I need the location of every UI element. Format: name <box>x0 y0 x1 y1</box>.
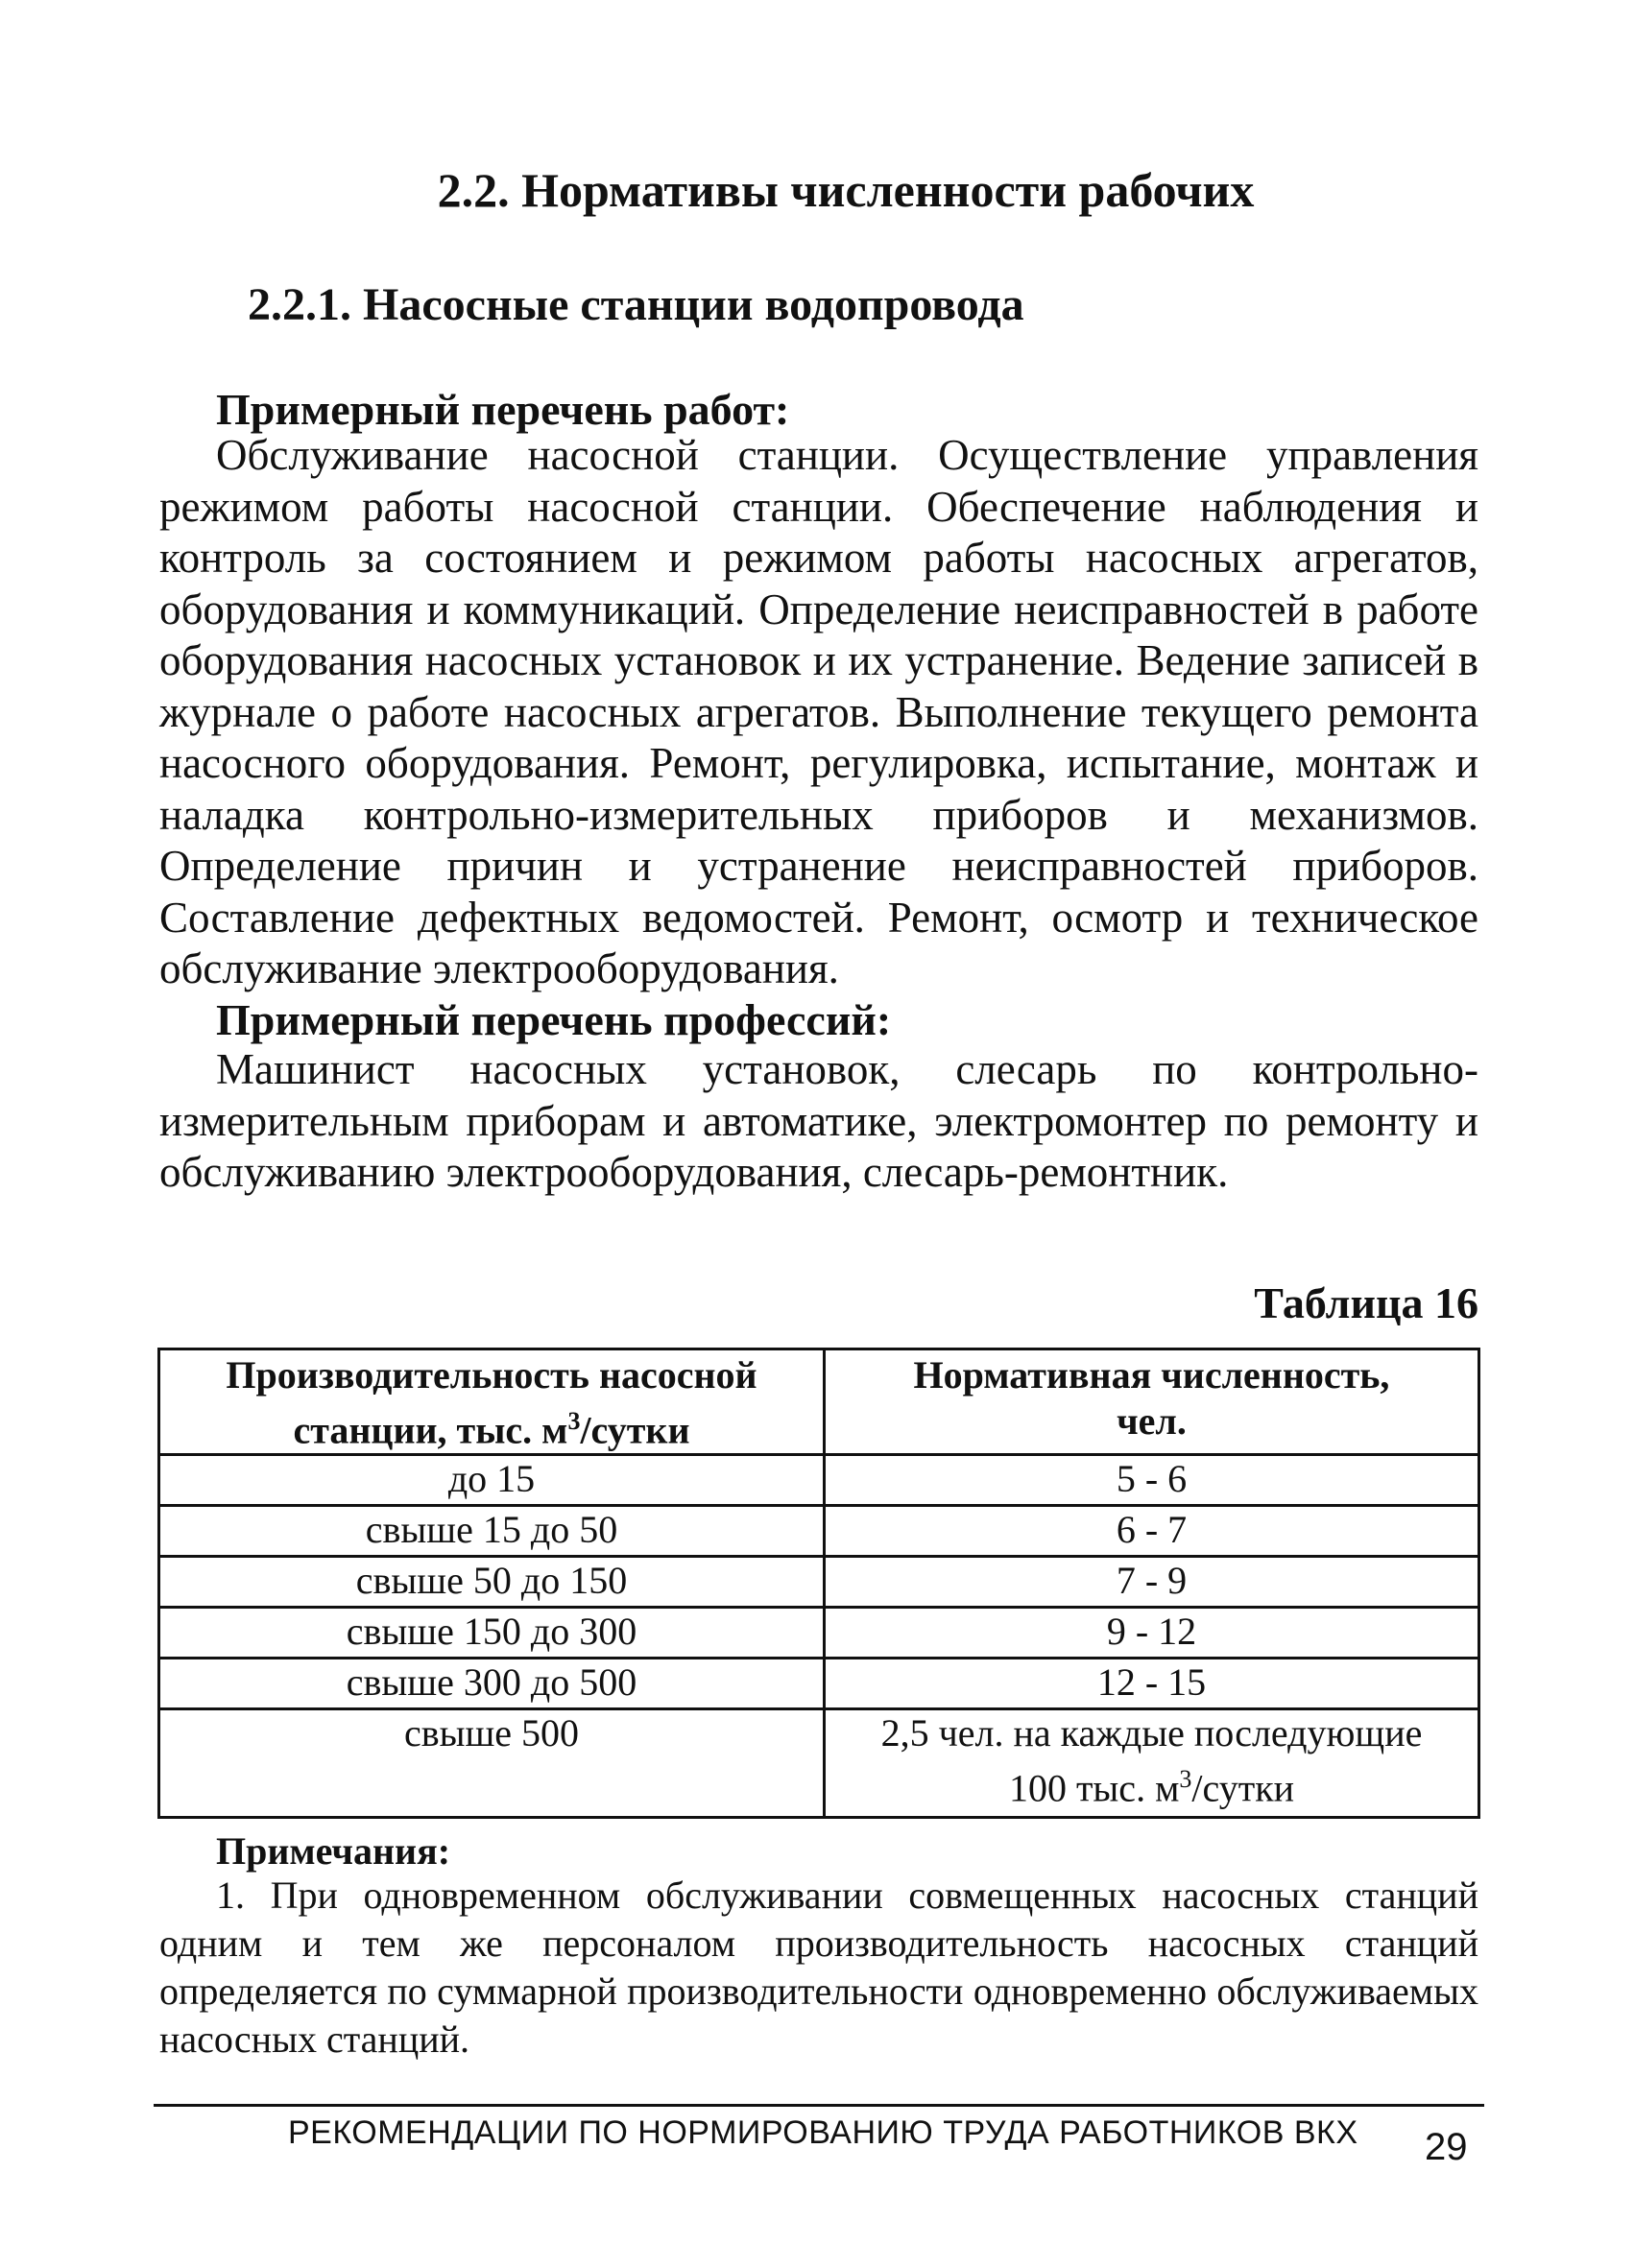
table-row <box>159 1557 1479 1608</box>
notes-heading: Примечания: <box>216 1829 451 1873</box>
staff-cell: 5 - 6 <box>825 1455 1479 1506</box>
staff-column-header <box>825 1349 1479 1455</box>
staff-cell: 6 - 7 <box>825 1506 1479 1557</box>
page-number: 29 <box>1425 2126 1468 2168</box>
staff-cell-line1: 2,5 чел. на каждые последующие <box>880 1711 1423 1755</box>
table-row <box>159 1659 1479 1709</box>
table-row <box>159 1455 1479 1506</box>
works-paragraph: Обслуживание насосной станции. Осуществление управления режимом работы насосной станции. Обеспечение наблюдения и контроль за состоянием и режимом работы насосных агрегатов, оборудования и коммуникаций. Определение неисправностей в работе оборудования насосных установок и их устранение. Ведение записей в журнале о работе насосных агрегатов. Выполнение текущего ремонта насосного оборудования. Ремонт, регулировка, испытание, монтаж и наладка контрольно-измерительных приборов и механизмов. Определение причин и устранение неисправностей приборов. Составление дефектных ведомостей. Ремонт, осмотр и техническое обслуживание электрооборудования. <box>159 431 1478 992</box>
professions-paragraph: Машинист насосных установок, слесарь по контрольно-измерительным приборам и автоматике, электромонтер по ремонту и обслуживанию электрооборудования, слесарь-ремонтник. <box>159 1045 1478 1196</box>
staff-cell-unit: /сутки <box>1191 1766 1295 1810</box>
footer-divider <box>154 2104 1484 2107</box>
capacity-column-header <box>159 1349 825 1455</box>
table-row <box>159 1709 1479 1818</box>
professions-heading: Примерный перечень профессий: <box>216 995 892 1044</box>
capacity-cell: свыше 300 до 500 <box>159 1659 825 1709</box>
staff-cell <box>825 1709 1479 1818</box>
capacity-cell: свыше 50 до 150 <box>159 1557 825 1608</box>
capacity-cell: свыше 15 до 50 <box>159 1506 825 1557</box>
works-heading: Примерный перечень работ: <box>216 385 790 434</box>
staff-cell: 12 - 15 <box>825 1659 1479 1709</box>
subsection-title: 2.2.1. Насосные станции водопровода <box>248 279 1024 330</box>
staff-header-line1: Нормативная численность, <box>913 1353 1390 1397</box>
capacity-header-exponent: 3 <box>567 1407 581 1435</box>
staff-cell-exponent: 3 <box>1179 1765 1192 1794</box>
table-row <box>159 1608 1479 1659</box>
table-header-row <box>159 1349 1479 1455</box>
table-row <box>159 1506 1479 1557</box>
capacity-cell: свыше 150 до 300 <box>159 1608 825 1659</box>
capacity-header-line1: Производительность насосной <box>226 1353 757 1397</box>
staffing-table <box>157 1348 1480 1819</box>
capacity-header-unit: /сутки <box>580 1408 690 1452</box>
footer-title: РЕКОМЕНДАЦИИ ПО НОРМИРОВАНИЮ ТРУДА РАБОТНИКОВ ВКХ <box>288 2114 1358 2151</box>
capacity-header-line2: станции, тыс. м <box>293 1408 568 1452</box>
section-title: 2.2. Нормативы численности рабочих <box>437 163 1255 217</box>
table-caption: Таблица 16 <box>1254 1278 1478 1327</box>
capacity-cell: свыше 500 <box>159 1709 825 1818</box>
note-item: 1. При одновременном обслуживании совмещенных насосных станций одним и тем же персоналом производительность насосных станций определяется по суммарной производительности одновременно обслуживаемых насосных станций. <box>159 1874 1478 2061</box>
staff-cell: 7 - 9 <box>825 1557 1479 1608</box>
staff-header-line2: чел. <box>1117 1399 1187 1443</box>
staff-cell: 9 - 12 <box>825 1608 1479 1659</box>
capacity-cell: до 15 <box>159 1455 825 1506</box>
staff-cell-line2: 100 тыс. м <box>1008 1766 1180 1810</box>
